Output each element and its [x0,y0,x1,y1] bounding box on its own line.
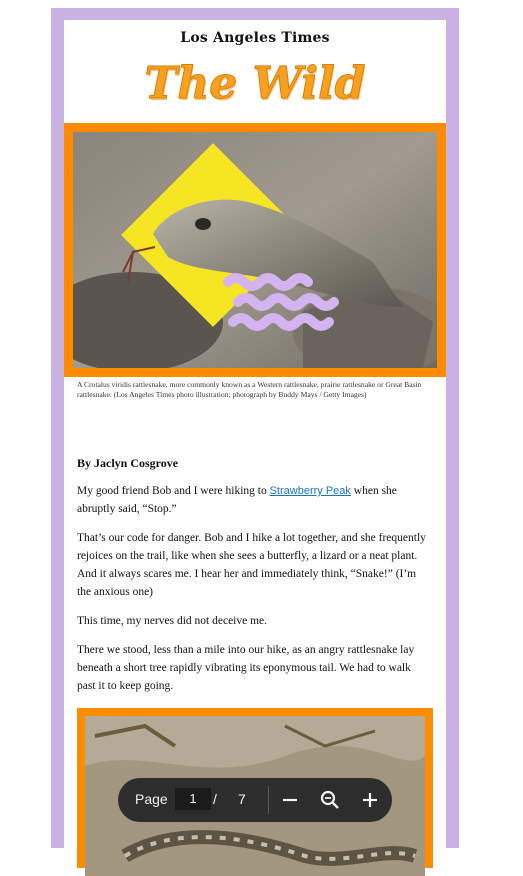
page-separator: / [213,791,217,807]
paragraph-1 [77,482,429,518]
paragraph-1-text-after: when she abruptly said, “Stop.” [77,485,397,515]
total-pages: 7 [238,791,246,807]
newsletter-page [64,20,446,850]
masthead-logo[interactable]: Los Angeles Times [180,30,330,46]
zoom-reset-icon[interactable] [316,786,344,814]
section-title: The Wild [144,58,366,109]
toolbar-divider [268,786,269,814]
byline: By Jaclyn Cosgrove [77,456,179,470]
page-label: Page [135,791,168,807]
hero-caption: A Crotalus viridis rattlesnake, more commonly known as a Western rattlesnake, prairie rattlesnake or Great Basin rattlesnake. (Los Angeles Times photo illustration; photograph by Buddy Mays / Getty Images) [77,380,422,399]
rattlesnake-photo [73,132,437,368]
paragraph-3: This time, my nerves did not deceive me. [77,615,268,627]
pdf-viewer-toolbar [118,778,392,822]
paragraph-2: That’s our code for danger. Bob and I hike a lot together, and she frequently rejoices on the trail, like when she sees a butterfly, a lizard or a neat plant. And it always scares me. I hear her and immediately think, “Snake!” (I’m the anxious one) [77,532,426,598]
zoom-out-icon[interactable] [276,786,304,814]
zoom-in-icon[interactable] [356,786,384,814]
strawberry-peak-link[interactable]: Strawberry Peak [269,485,351,497]
current-page-input[interactable]: 1 [175,788,211,810]
paragraph-4: There we stood, less than a mile into our hike, as an angry rattlesnake lay beneath a short tree rapidly vibrating its eponymous tail. We had to walk past it to keep going. [77,644,415,692]
hero-image-frame [64,123,446,377]
paragraph-1-text-before: My good friend Bob and I were hiking to [77,485,270,497]
